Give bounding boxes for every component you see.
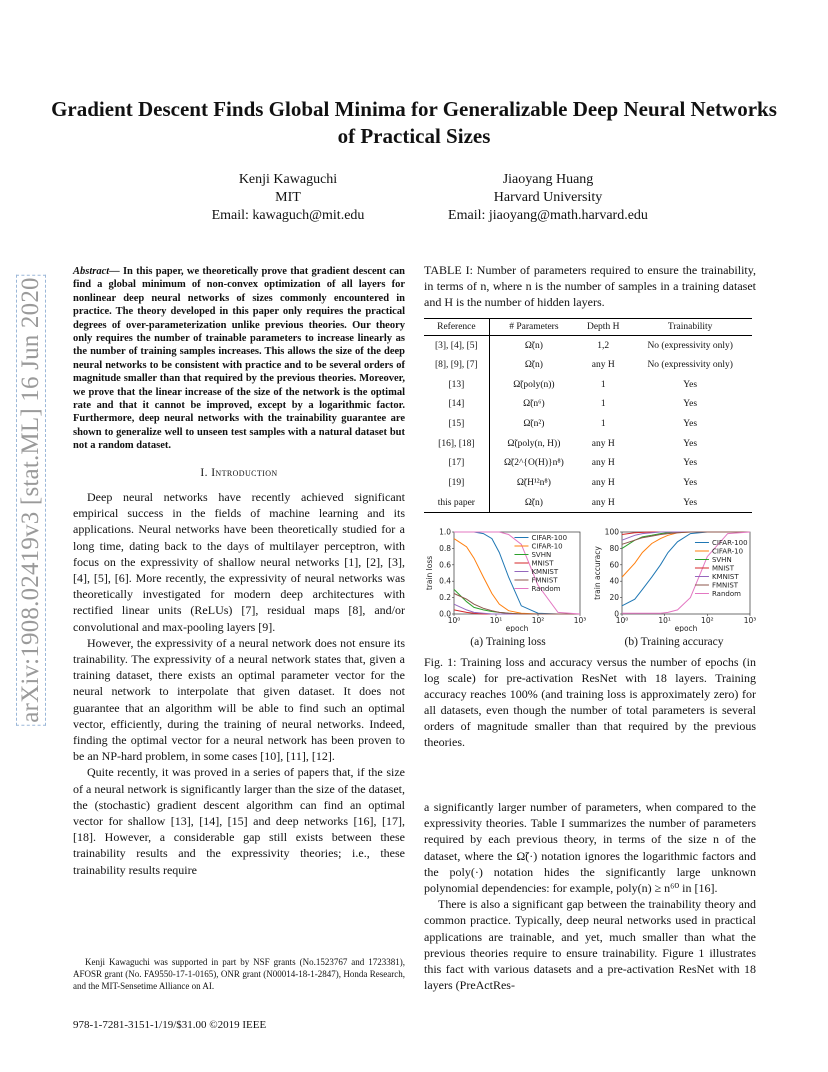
table-cell: [19] [424,473,489,493]
table-cell: Yes [628,493,752,513]
y-axis-label: train accuracy [593,546,602,600]
figure-caption: Fig. 1: Training loss and accuracy versus the number of epochs (in log scale) for pre-activation ResNet with 18 layers. Training accuracy reaches 100% (and training loss is approximately zero) for all datasets, even though the number of total parameters is several orders of magnitude smaller than that required by the previous theories. [424,655,756,749]
comparison-table [424,318,752,513]
table-row [424,395,752,415]
legend-label: CIFAR-10 [531,542,563,551]
table-cell: Ω̃(n) [524,340,543,351]
right-paragraph-1: a significantly larger number of parameters, when compared to the expressivity theories. Table I summarizes the number of parameters required by each previous theory, in terms of the size n of the dataset, where the Ω̃(·) notation ignores the logarithmic factors and the poly(·) notation hides the significantly large unknown polynomial dependencies: for example, poly(n) ≥ n⁶⁰ in [16]. [424,800,756,896]
table-cell: this paper [424,493,489,513]
x-axis-label: epoch [505,624,529,632]
legend-label: Random [531,585,561,593]
right-column-text [424,799,756,993]
legend-label: FMNIST [711,581,739,590]
author-block-2 [410,171,686,225]
y-tick-label: 40 [609,576,619,586]
x-axis-label: epoch [674,624,698,632]
section-title: Introduction [211,466,278,479]
table-cell: Ω̃(poly(n)) [513,379,555,390]
y-tick-label: 0.0 [439,609,451,619]
y-tick-label: 0.8 [439,543,451,553]
footnote-area [73,955,405,992]
legend-label: Random [711,590,741,598]
series-line-svhn [454,589,580,614]
x-tick-label: 10¹ [489,616,503,625]
x-tick-label: 10³ [573,616,586,625]
table-row [424,493,752,513]
table-header-cell: Trainability [628,319,752,336]
y-tick-label: 0 [614,609,619,619]
legend-label: SVHN [711,556,732,564]
section-number: I. [200,466,212,479]
subcaption-b: (b) Training accuracy [624,636,724,648]
y-tick-label: 1.0 [439,528,451,537]
section-heading [73,465,405,481]
table-cell: Yes [683,419,698,430]
table-cell: any H [591,478,615,489]
x-tick-label: 10³ [743,616,756,625]
abstract-text: — In this paper, we theoretically prove that gradient descent can find a global minimum of non-convex optimization of all layers for nonlinear deep neural networks of sizes commonly encountered in practice. The theory developed in this paper only requires the practical degrees of over-parameterization unlike previous theories. Our theory only requires the number of trainable parameters to increase linearly as the number of training samples increases. This allows the size of the deep neural networks to be consistent with practice and to be several orders of magnitude smaller than that required by the previous theories. Moreover, we prove that the linear increase of the size of the network is the optimal rate and that it cannot be improved, except by a logarithmic factor. Furthermore, deep neural networks with the trainability guarantee are shown to generalize well to unseen test samples with a natural dataset but not a random dataset. [73,266,405,452]
table-cell: [8], [9], [7] [424,355,489,375]
table-cell: 1 [600,379,606,390]
table-header-row [424,319,752,336]
y-tick-label: 0.4 [439,576,451,586]
intro-paragraph-3: Quite recently, it was proved in a series of papers that, if the size of a neural network is significantly larger than the size of the dataset, the (stochastic) gradient descent algorithm can find an optimal vector for shallow [13], [14], [15] and deep networks [16], [17], [18]. However, a considerable gap still exists between these trainability results and the expressivity theories; i.e., these trainability results require [73,765,405,877]
table-cell: No (expressivity only) [647,360,733,371]
legend-label: KMNIST [711,573,739,581]
table-header-cell: Reference [424,319,489,336]
y-tick-label: 20 [609,593,619,603]
y-axis-label: train loss [425,555,434,591]
subcaption-a: (a) Training loss [470,636,546,648]
legend-label: CIFAR-100 [531,534,568,542]
table-cell: [13] [424,375,489,395]
arxiv-stamp [16,250,46,750]
legend-label: SVHN [531,551,552,559]
right-paragraph-2: There is also a significant gap between the trainability theory and common practice. Typically, deep neural networks used in practical applications are trainable, and yet, much smaller than what the previous theories require to ensure trainability. Figure 1 illustrates this fact with various datasets and a pre-activation ResNet with 18 layers (PreActRes- [424,897,756,993]
y-tick-label: 0.6 [439,560,451,570]
author-affiliation: Harvard University [493,190,603,205]
table-cell: any H [591,360,615,371]
abstract [73,265,405,453]
x-tick-label: 10¹ [658,616,671,625]
x-tick-label: 10² [701,616,714,625]
author-name: Jiaoyang Huang [502,172,594,187]
author-block-1 [150,171,426,225]
table-row [424,336,752,356]
y-tick-label: 60 [609,560,619,570]
y-tick-label: 80 [609,543,619,553]
table-row [424,414,752,434]
table-cell: Yes [683,438,698,449]
table-cell: Ω̃(n) [524,360,543,371]
copyright-line: 978-1-7281-3151-1/19/$31.00 ©2019 IEEE [73,1019,267,1031]
table-header-cell: # Parameters [489,319,578,336]
paper-title: Gradient Descent Finds Global Minima for Generalizable Deep Neural Networks of Practical Sizes [51,97,777,148]
table-cell: any H [591,438,615,449]
table-cell: Ω̃(H¹²n⁸) [516,478,551,489]
y-tick-label: 100 [604,528,619,537]
table-cell: [14] [424,395,489,415]
training-loss-chart [424,528,586,632]
table-cell: Yes [683,478,698,489]
table-cell: Yes [683,399,698,410]
legend-label: FMNIST [531,576,558,585]
table-cell: Yes [683,458,698,469]
table-cell: 1 [600,419,606,430]
table-header-cell: Depth H [578,319,628,336]
footnote: Kenji Kawaguchi was supported in part by NSF grants (No.1523767 and 1723381), AFOSR grant (No. FA9550-17-1-0165), ONR grant (N00014-18-1-2847), Honda Research, and the MIT-Sensetime Alliance on AI. [73,957,405,991]
author-name: Kenji Kawaguchi [238,172,338,187]
training-accuracy-chart [592,528,756,632]
legend-label: KMNIST [531,568,559,576]
x-tick-label: 10² [531,616,545,625]
legend-label: CIFAR-100 [711,539,748,547]
table-cell: [3], [4], [5] [424,336,489,356]
table-cell: Ω̃(n²) [523,419,545,430]
table-cell: [15] [424,414,489,434]
legend-label: MNIST [711,564,735,573]
left-column [73,265,405,878]
intro-paragraph-1: Deep neural networks have recently achieved significant empirical success in the fields of machine learning and its applications. Neural networks have been theoretically studied for a long time, dating back to the days of multilayer perceptron, with focus on the expressivity of shallow neural networks [1], [2], [3], [4], [5], [6]. More recently, the expressivity of neural networks was theoretically investigated for modern deep architectures with rectified linear units (ReLUs) [7], residual maps [8], and/or convolutional and max-pooling layers [9]. [73,489,405,634]
table-row [424,434,752,454]
abstract-lead: Abstract [73,266,110,277]
table-cell: No (expressivity only) [647,340,733,351]
y-tick-label: 0.2 [439,593,451,603]
author-affiliation: MIT [275,190,301,205]
table-row [424,375,752,395]
legend-label: CIFAR-10 [711,547,744,556]
table-cell: Yes [683,379,698,390]
table-row [424,454,752,474]
table-cell: 1 [600,399,606,410]
table-cell: 1,2 [597,340,610,351]
table-cell: Ω̃(poly(n, H)) [507,438,561,449]
x-tick-label: 10⁰ [615,616,629,625]
table-row [424,355,752,375]
arxiv-id: arXiv:1908.02419v3 [stat.ML] 16 Jun 2020 [17,277,44,723]
table-cell: Ω̃(2^{O(H)}n⁸) [503,458,564,469]
intro-paragraph-2: However, the expressivity of a neural network does not ensure its trainability. The expressivity of a neural network states that, given a training dataset, there exists an optimal parameter vector for the neural network to interpolate that given dataset. It does not guarantee that an algorithm will be able to find such an optimal vector, efficiently, during the training of neural networks. Indeed, finding the optimal vector for a neural network has been proven to be an NP-hard problem, in some cases [10], [11], [12]. [73,635,405,764]
table-cell: Ω̃(n) [489,493,578,513]
table-cell: [16], [18] [424,434,489,454]
table-cell: Ω̃(n⁶) [523,399,545,410]
x-tick-label: 10⁰ [447,616,461,625]
table-caption: TABLE I: Number of parameters required to ensure the trainability, in terms of n, where n is the number of samples in a training dataset and H is the number of hidden layers. [424,263,756,309]
table-cell: [17] [424,454,489,474]
legend-label: MNIST [531,559,554,568]
table-cell: any H [578,493,628,513]
table-row [424,473,752,493]
author-email: Email: kawaguch@mit.edu [211,208,365,223]
author-email: Email: jiaoyang@math.harvard.edu [448,208,648,223]
table-cell: any H [591,458,615,469]
